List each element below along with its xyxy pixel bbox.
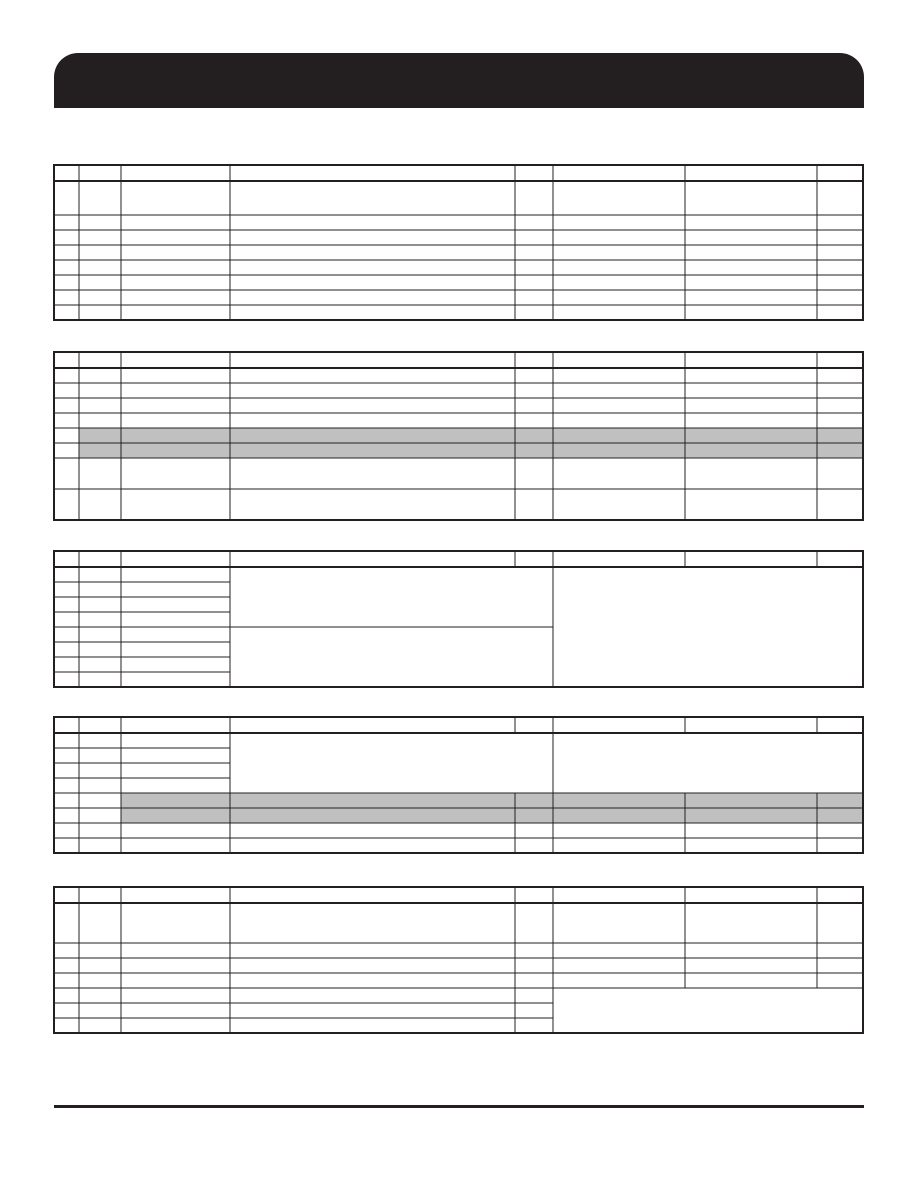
pin-table-1 — [54, 165, 863, 322]
table-cell — [121, 903, 230, 943]
header-cell — [230, 717, 515, 733]
table-cell — [54, 398, 79, 413]
shaded-row — [79, 443, 863, 458]
table-cell — [515, 489, 553, 520]
table-cell — [121, 642, 230, 657]
pin-table-2 — [54, 352, 863, 522]
table-cell — [121, 398, 230, 413]
table-cell — [54, 778, 79, 793]
table-cell — [54, 275, 79, 290]
table-cell — [685, 943, 817, 958]
table-cell — [121, 582, 230, 597]
table-cell — [230, 368, 515, 383]
header-cell — [121, 887, 230, 903]
table-cell — [79, 627, 121, 642]
header-cell — [79, 352, 121, 368]
table-cell — [121, 290, 230, 305]
table-cell — [54, 428, 79, 443]
header-cell — [553, 165, 685, 181]
merged-cell — [230, 567, 553, 627]
table-cell — [79, 657, 121, 672]
table-cell — [79, 958, 121, 973]
table-cell — [553, 903, 685, 943]
table-cell — [121, 973, 230, 988]
table-cell — [79, 838, 121, 853]
table-cell — [230, 181, 515, 215]
table-cell — [54, 489, 79, 520]
header-cell — [817, 887, 863, 903]
table-cell — [121, 988, 230, 1003]
table-cell — [230, 489, 515, 520]
table-cell — [54, 305, 79, 320]
table-cell — [79, 612, 121, 627]
table-cell — [79, 793, 121, 808]
table-cell — [685, 413, 817, 428]
header-cell — [685, 887, 817, 903]
table-cell — [54, 657, 79, 672]
table-cell — [685, 489, 817, 520]
table-cell — [515, 413, 553, 428]
header-cell — [685, 165, 817, 181]
table-cell — [54, 443, 79, 458]
table-cell — [515, 1018, 553, 1033]
table-cell — [54, 368, 79, 383]
table-cell — [553, 383, 685, 398]
table-cell — [817, 823, 863, 838]
table-cell — [121, 230, 230, 245]
table-cell — [515, 215, 553, 230]
table-cell — [553, 230, 685, 245]
table-cell — [553, 181, 685, 215]
table-cell — [817, 458, 863, 489]
table-cell — [553, 275, 685, 290]
header-cell — [230, 551, 515, 567]
header-cell — [515, 551, 553, 567]
header-cell — [685, 352, 817, 368]
table-cell — [817, 903, 863, 943]
table-cell — [230, 398, 515, 413]
table-cell — [553, 290, 685, 305]
table-cell — [121, 1003, 230, 1018]
table-cell — [553, 489, 685, 520]
table-cell — [230, 230, 515, 245]
table-cell — [515, 230, 553, 245]
table-cell — [515, 383, 553, 398]
table-cell — [230, 245, 515, 260]
table-cell — [515, 458, 553, 489]
table-cell — [817, 245, 863, 260]
table-cell — [79, 943, 121, 958]
table-5-grid — [54, 887, 863, 1035]
table-cell — [121, 489, 230, 520]
header-cell — [553, 352, 685, 368]
table-cell — [230, 1018, 515, 1033]
table-cell — [121, 838, 230, 853]
table-cell — [79, 181, 121, 215]
table-cell — [817, 368, 863, 383]
header-cell — [121, 551, 230, 567]
table-cell — [515, 823, 553, 838]
table-cell — [121, 958, 230, 973]
table-cell — [230, 383, 515, 398]
table-cell — [79, 275, 121, 290]
merged-cell — [230, 627, 553, 687]
table-cell — [79, 808, 121, 823]
table-cell — [685, 275, 817, 290]
table-cell — [685, 260, 817, 275]
header-cell — [685, 551, 817, 567]
table-cell — [553, 305, 685, 320]
table-cell — [515, 943, 553, 958]
table-cell — [515, 958, 553, 973]
table-cell — [54, 748, 79, 763]
table-cell — [553, 823, 685, 838]
table-cell — [54, 958, 79, 973]
table-cell — [121, 458, 230, 489]
table-cell — [54, 181, 79, 215]
header-cell — [79, 887, 121, 903]
table-cell — [515, 988, 553, 1003]
header-cell — [121, 717, 230, 733]
pin-table-5 — [54, 887, 863, 1035]
table-cell — [817, 489, 863, 520]
table-cell — [121, 627, 230, 642]
header-cell — [121, 352, 230, 368]
table-cell — [79, 672, 121, 687]
table-cell — [817, 215, 863, 230]
table-cell — [817, 275, 863, 290]
table-cell — [685, 181, 817, 215]
header-cell — [54, 717, 79, 733]
table-cell — [817, 260, 863, 275]
table-cell — [54, 1018, 79, 1033]
table-cell — [121, 657, 230, 672]
header-cell — [515, 165, 553, 181]
table-cell — [79, 305, 121, 320]
table-cell — [121, 245, 230, 260]
table-cell — [54, 290, 79, 305]
table-cell — [817, 398, 863, 413]
table-cell — [230, 458, 515, 489]
table-cell — [79, 1018, 121, 1033]
table-cell — [121, 823, 230, 838]
table-cell — [79, 489, 121, 520]
table-cell — [121, 1018, 230, 1033]
table-cell — [553, 215, 685, 230]
table-2-grid — [54, 352, 863, 522]
shaded-row — [121, 808, 863, 823]
table-cell — [79, 567, 121, 582]
header-cell — [230, 165, 515, 181]
table-cell — [230, 988, 515, 1003]
table-3-grid — [54, 551, 863, 689]
table-cell — [79, 398, 121, 413]
table-cell — [817, 413, 863, 428]
table-cell — [79, 823, 121, 838]
table-cell — [553, 260, 685, 275]
table-cell — [54, 597, 79, 612]
header-cell — [54, 165, 79, 181]
header-cell — [54, 887, 79, 903]
table-cell — [817, 958, 863, 973]
table-cell — [54, 567, 79, 582]
header-cell — [79, 165, 121, 181]
table-4-grid — [54, 717, 863, 855]
table-cell — [79, 230, 121, 245]
table-cell — [553, 838, 685, 853]
header-cell — [553, 551, 685, 567]
table-cell — [817, 305, 863, 320]
table-cell — [515, 903, 553, 943]
table-1-grid — [54, 165, 863, 322]
table-cell — [230, 260, 515, 275]
table-cell — [230, 958, 515, 973]
table-cell — [54, 245, 79, 260]
table-cell — [54, 582, 79, 597]
table-cell — [54, 612, 79, 627]
table-cell — [685, 383, 817, 398]
table-cell — [553, 458, 685, 489]
pin-table-3 — [54, 551, 863, 689]
merged-cell — [553, 567, 863, 687]
table-cell — [515, 398, 553, 413]
table-cell — [54, 672, 79, 687]
header-cell — [817, 717, 863, 733]
table-cell — [817, 230, 863, 245]
table-cell — [121, 215, 230, 230]
header-cell — [230, 887, 515, 903]
table-cell — [685, 305, 817, 320]
header-cell — [515, 887, 553, 903]
table-cell — [121, 763, 230, 778]
table-cell — [515, 275, 553, 290]
table-cell — [515, 838, 553, 853]
table-cell — [79, 582, 121, 597]
table-cell — [230, 903, 515, 943]
table-cell — [54, 943, 79, 958]
table-cell — [685, 458, 817, 489]
table-cell — [79, 778, 121, 793]
table-cell — [79, 642, 121, 657]
header-cell — [817, 551, 863, 567]
table-cell — [515, 290, 553, 305]
table-cell — [79, 215, 121, 230]
header-cell — [54, 352, 79, 368]
table-cell — [230, 413, 515, 428]
merged-cell — [553, 988, 863, 1033]
table-cell — [817, 943, 863, 958]
table-cell — [121, 778, 230, 793]
table-cell — [685, 958, 817, 973]
table-cell — [817, 383, 863, 398]
table-cell — [54, 215, 79, 230]
table-cell — [79, 383, 121, 398]
table-cell — [553, 413, 685, 428]
table-cell — [817, 290, 863, 305]
table-cell — [121, 181, 230, 215]
table-cell — [121, 567, 230, 582]
pin-table-4 — [54, 717, 863, 855]
table-cell — [121, 943, 230, 958]
table-cell — [230, 823, 515, 838]
header-cell — [515, 717, 553, 733]
table-cell — [79, 733, 121, 748]
header-cell — [515, 352, 553, 368]
table-cell — [230, 943, 515, 958]
table-cell — [79, 290, 121, 305]
table-cell — [54, 733, 79, 748]
table-cell — [79, 973, 121, 988]
table-cell — [121, 748, 230, 763]
table-cell — [79, 368, 121, 383]
table-cell — [685, 903, 817, 943]
table-cell — [553, 398, 685, 413]
header-cell — [54, 551, 79, 567]
table-cell — [54, 260, 79, 275]
merged-cell — [230, 733, 553, 793]
table-cell — [121, 733, 230, 748]
table-cell — [79, 763, 121, 778]
table-cell — [121, 305, 230, 320]
table-border — [54, 165, 863, 320]
header-cell — [553, 887, 685, 903]
header-cell — [121, 165, 230, 181]
table-cell — [515, 181, 553, 215]
table-cell — [121, 260, 230, 275]
table-cell — [553, 368, 685, 383]
table-cell — [54, 903, 79, 943]
table-cell — [79, 260, 121, 275]
header-cell — [553, 717, 685, 733]
header-cell — [817, 165, 863, 181]
table-cell — [817, 181, 863, 215]
table-cell — [553, 973, 685, 988]
merged-cell — [553, 733, 863, 793]
header-cell — [230, 352, 515, 368]
header-cell — [685, 717, 817, 733]
table-cell — [54, 793, 79, 808]
table-cell — [54, 988, 79, 1003]
table-cell — [685, 368, 817, 383]
table-cell — [54, 458, 79, 489]
table-cell — [685, 290, 817, 305]
table-cell — [79, 988, 121, 1003]
table-cell — [685, 823, 817, 838]
table-cell — [230, 838, 515, 853]
table-cell — [817, 838, 863, 853]
table-cell — [230, 1003, 515, 1018]
table-cell — [54, 1003, 79, 1018]
header-cell — [817, 352, 863, 368]
table-cell — [230, 305, 515, 320]
table-cell — [54, 763, 79, 778]
table-cell — [230, 215, 515, 230]
table-cell — [515, 1003, 553, 1018]
table-cell — [121, 275, 230, 290]
table-cell — [515, 305, 553, 320]
table-cell — [230, 973, 515, 988]
table-cell — [817, 973, 863, 988]
table-cell — [553, 943, 685, 958]
table-cell — [54, 627, 79, 642]
footer-rule — [54, 1105, 864, 1108]
table-cell — [121, 368, 230, 383]
table-cell — [121, 413, 230, 428]
header-cell — [79, 717, 121, 733]
table-cell — [79, 245, 121, 260]
table-cell — [685, 245, 817, 260]
table-cell — [230, 275, 515, 290]
table-cell — [685, 398, 817, 413]
table-cell — [54, 642, 79, 657]
table-cell — [79, 748, 121, 763]
table-cell — [79, 458, 121, 489]
table-cell — [54, 973, 79, 988]
table-cell — [230, 290, 515, 305]
table-cell — [54, 838, 79, 853]
table-cell — [685, 215, 817, 230]
shaded-row — [121, 793, 863, 808]
table-cell — [121, 383, 230, 398]
table-cell — [553, 245, 685, 260]
table-cell — [54, 230, 79, 245]
table-cell — [515, 368, 553, 383]
table-cell — [515, 973, 553, 988]
table-cell — [685, 230, 817, 245]
table-cell — [515, 260, 553, 275]
table-cell — [515, 245, 553, 260]
table-cell — [79, 1003, 121, 1018]
table-cell — [54, 808, 79, 823]
table-cell — [121, 612, 230, 627]
table-cell — [54, 823, 79, 838]
table-cell — [553, 958, 685, 973]
table-cell — [79, 413, 121, 428]
header-cell — [79, 551, 121, 567]
page-header-banner — [54, 53, 864, 108]
table-cell — [54, 413, 79, 428]
table-cell — [121, 672, 230, 687]
shaded-row — [79, 428, 863, 443]
table-cell — [685, 838, 817, 853]
table-cell — [79, 597, 121, 612]
table-cell — [685, 973, 817, 988]
table-cell — [79, 903, 121, 943]
table-cell — [54, 383, 79, 398]
table-cell — [121, 597, 230, 612]
